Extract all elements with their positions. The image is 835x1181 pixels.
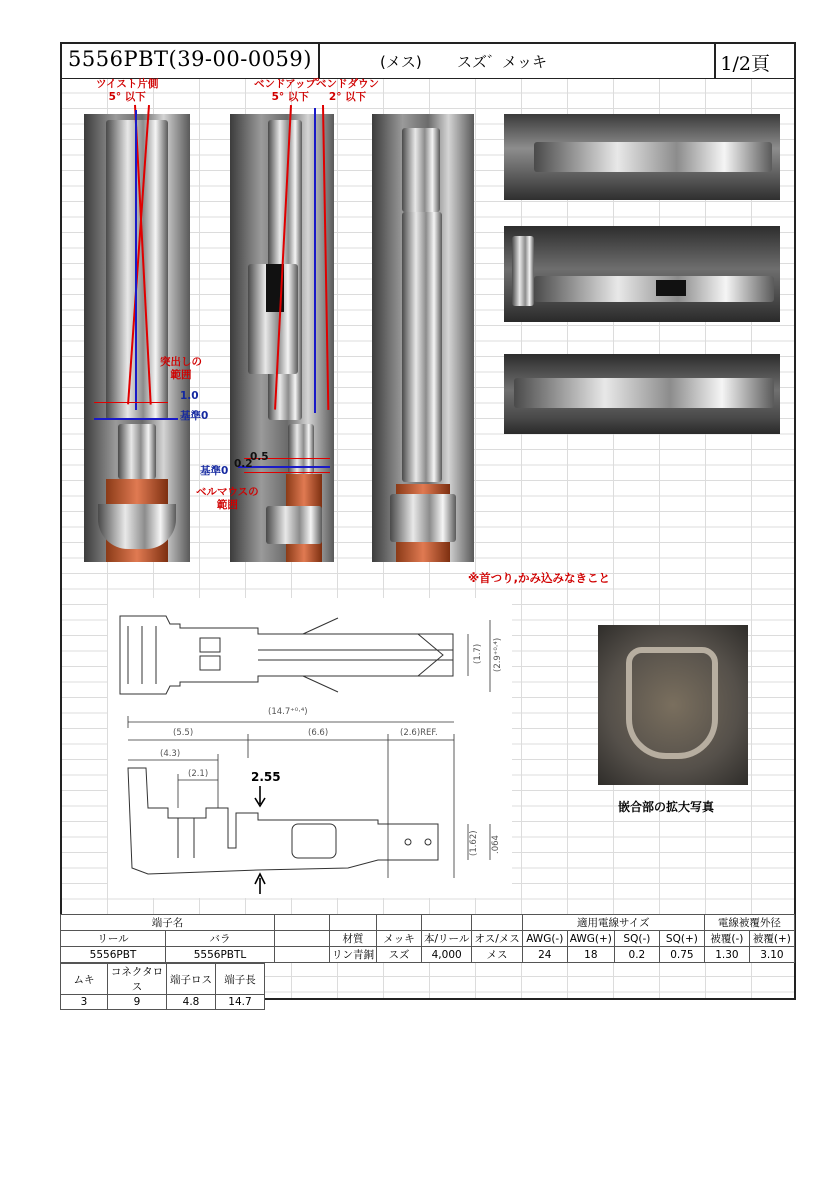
loose-value: 5556PBTL <box>166 947 275 963</box>
terminal-length-header: 端子長 <box>216 964 265 995</box>
insulation-header: 電線被覆外径 <box>704 915 794 931</box>
sq-max-value: 0.75 <box>659 947 704 963</box>
dim-1-7: (1.7) <box>473 643 483 664</box>
per-reel-header: 本/リール <box>422 931 472 947</box>
ins-max-value: 3.10 <box>749 947 794 963</box>
connector-loss-value: 9 <box>108 995 167 1010</box>
bend-down-value: 2° 以下 <box>328 91 367 104</box>
connector-loss-header: コネクタロス <box>108 964 167 995</box>
plating-label: スズ゛メッキ <box>457 53 548 71</box>
photo-bottom-view <box>504 354 780 434</box>
male-female-header: オス/メス <box>472 931 522 947</box>
sq-max-header: SQ(+) <box>659 931 704 947</box>
sq-min-value: 0.2 <box>614 947 659 963</box>
dim-064: .064 <box>491 835 501 854</box>
gap-0-5: 0.5 <box>250 451 269 463</box>
part-number: 5556PBT(39-00-0059) <box>68 47 312 71</box>
photo-closeup <box>598 625 748 785</box>
reel-value: 5556PBT <box>61 947 166 963</box>
protrusion-line <box>94 402 168 403</box>
bend-down-label: ベンドダウン <box>316 78 379 90</box>
photo-profile-view <box>504 226 780 322</box>
dim-1-62: (1.62) <box>469 830 479 856</box>
dim-2-55: 2.55 <box>251 770 281 784</box>
material-value: リン青銅 <box>330 947 377 963</box>
awg-max-value: 18 <box>567 947 614 963</box>
protrusion-range-label: 突出しの 範囲 <box>160 356 202 382</box>
terminal-name-header: 端子名 <box>61 915 275 931</box>
twist-value: 5° 以下 <box>108 91 146 104</box>
dim-2-6-ref: (2.6)REF. <box>400 728 438 738</box>
closeup-caption: 嵌合部の拡大写真 <box>618 800 715 814</box>
twist-reference-line <box>135 110 137 410</box>
photo-top-view <box>504 114 780 200</box>
loss-table <box>60 963 265 1010</box>
bend-up-value: 5° 以下 <box>271 91 309 104</box>
awg-min-header: AWG(-) <box>522 931 567 947</box>
reference-zero-mid: 基準0 <box>200 465 229 477</box>
dim-2-9: (2.9⁺⁰·⁴) <box>493 637 503 672</box>
photo-side-view <box>372 114 474 562</box>
header-divider <box>714 44 716 78</box>
gap-0-2: 0.2 <box>234 458 253 470</box>
protrusion-value: 1.0 <box>180 390 199 402</box>
twist-label: ツイスト片側 <box>96 78 159 90</box>
loose-header: バラ <box>166 931 275 947</box>
dim-2-1: (2.1) <box>188 769 209 779</box>
page-number: 1/2頁 <box>720 53 770 75</box>
terminal-loss-header: 端子ロス <box>167 964 216 995</box>
dim-5-5: (5.5) <box>173 728 194 738</box>
drawing-svg <box>108 598 512 898</box>
plating-header: メッキ <box>377 931 422 947</box>
ins-min-value: 1.30 <box>704 947 749 963</box>
ins-max-header: 被覆(+) <box>749 931 794 947</box>
per-reel-value: 4,000 <box>422 947 472 963</box>
dim-6-6: (6.6) <box>308 728 329 738</box>
header-bar <box>62 44 794 79</box>
material-header: 材質 <box>330 931 377 947</box>
bellmouth-line <box>244 472 330 473</box>
strip-value: 3 <box>61 995 108 1010</box>
spec-table <box>60 914 795 963</box>
awg-max-header: AWG(+) <box>567 931 614 947</box>
reference-zero-left: 基準0 <box>180 410 209 422</box>
bellmouth-range-label: ベルマウスの 範囲 <box>196 486 259 512</box>
technical-drawing <box>108 598 512 898</box>
terminal-length-value: 14.7 <box>216 995 265 1010</box>
dim-4-3: (4.3) <box>160 749 181 759</box>
male-female-value: メス <box>472 947 522 963</box>
reel-header: リール <box>61 931 166 947</box>
bend-down-annotation <box>316 78 379 104</box>
bend-reference-line <box>314 108 316 413</box>
ins-min-header: 被覆(-) <box>704 931 749 947</box>
bend-up-label: ベンドアップ゜ <box>254 78 327 90</box>
header-divider <box>318 44 320 78</box>
awg-min-value: 24 <box>522 947 567 963</box>
inspection-note: ※首つり,かみ込みなきこと <box>468 571 611 585</box>
strip-header: ムキ <box>61 964 108 995</box>
plating-value: スズ <box>377 947 422 963</box>
twist-annotation <box>96 78 158 104</box>
dim-total-length: (14.7⁺⁰·⁴) <box>268 707 308 717</box>
terminal-loss-value: 4.8 <box>167 995 216 1010</box>
sq-min-header: SQ(-) <box>614 931 659 947</box>
reference-zero-line <box>94 418 178 420</box>
wire-size-header: 適用電線サイズ <box>522 915 704 931</box>
gender-label: (メス) <box>380 53 422 71</box>
